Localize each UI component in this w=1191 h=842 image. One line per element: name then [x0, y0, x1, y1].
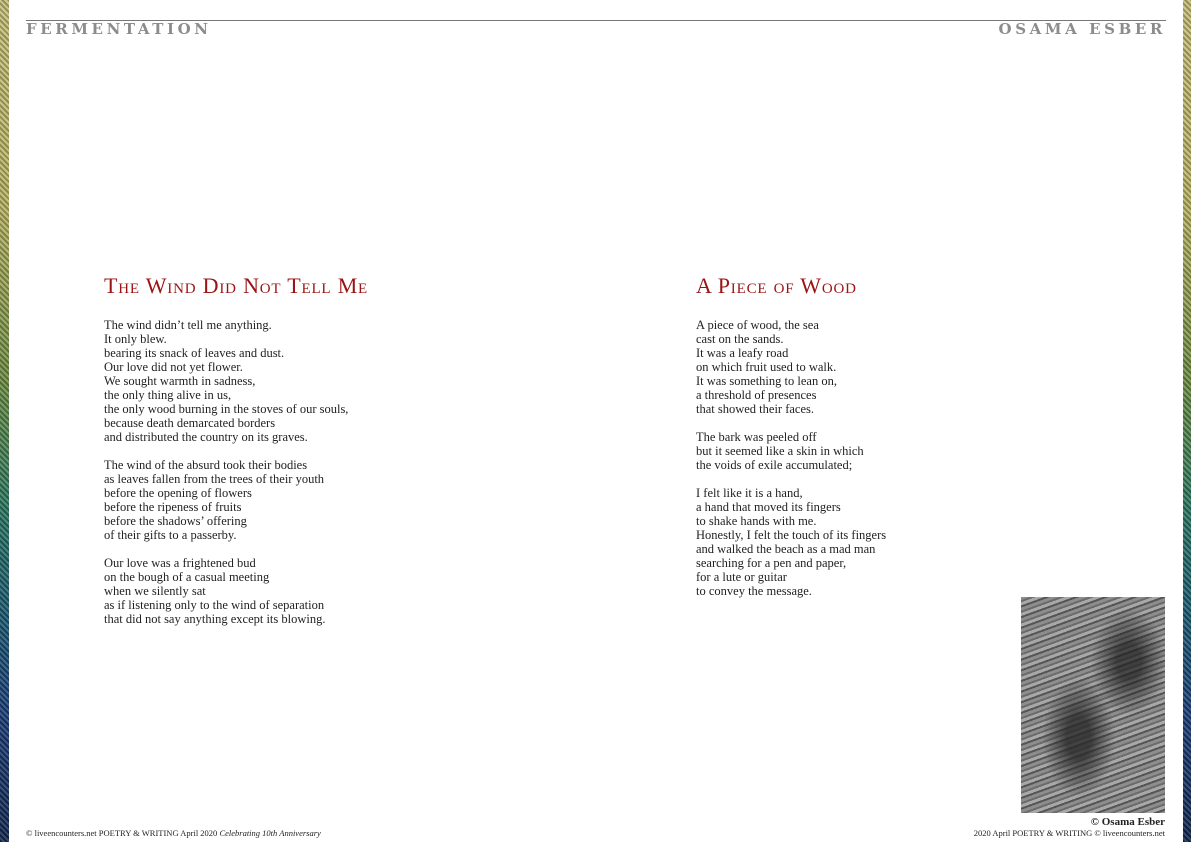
poem-line: We sought warmth in sadness,	[104, 374, 256, 388]
footer-left	[26, 828, 321, 838]
stanza	[696, 486, 996, 598]
footer-left-text: © liveencounters.net POETRY & WRITING April 2020	[26, 828, 218, 838]
decorative-border-left	[0, 0, 9, 842]
poem-body	[104, 318, 524, 626]
stanza	[696, 318, 996, 416]
poem-a-piece-of-wood	[696, 270, 996, 612]
stanza	[104, 556, 524, 626]
driftwood-photo	[1021, 597, 1165, 813]
poem-line: The wind didn’t tell me anything.	[104, 318, 272, 332]
poem-line: It was a leafy road	[696, 346, 789, 360]
poem-line: to shake hands with me.	[696, 514, 817, 528]
footer-right: 2020 April POETRY & WRITING © liveencounters.net	[973, 828, 1165, 838]
poem-line: and distributed the country on its graves.	[104, 430, 308, 444]
poem-line: a hand that moved its fingers	[696, 500, 841, 514]
poem-line: the only thing alive in us,	[104, 388, 232, 402]
poem-line: A piece of wood, the sea	[696, 318, 819, 332]
decorative-border-right	[1183, 0, 1191, 842]
poem-line: but it seemed like a skin in which	[696, 444, 864, 458]
poem-line: It was something to lean on,	[696, 374, 837, 388]
poem-the-wind-did-not-tell-me	[104, 270, 524, 640]
poem-title: The Wind Did Not Tell Me	[104, 273, 369, 298]
poem-line: before the shadows’ offering	[104, 514, 247, 528]
poem-line: on which fruit used to walk.	[696, 360, 837, 374]
photo-credit: © Osama Esber	[1090, 816, 1165, 828]
author-name: OSAMA ESBER	[998, 20, 1166, 38]
poem-line: bearing its snack of leaves and dust.	[104, 346, 285, 360]
section-title: FERMENTATION	[26, 20, 212, 38]
poem-line: of their gifts to a passerby.	[104, 528, 237, 542]
poem-line: Our love did not yet flower.	[104, 360, 243, 374]
poem-line: before the opening of flowers	[104, 486, 252, 500]
poem-body	[696, 318, 996, 598]
poem-line: The bark was peeled off	[696, 430, 817, 444]
poem-line: Our love was a frightened bud	[104, 556, 256, 570]
poem-line: to convey the message.	[696, 584, 812, 598]
poem-line: because death demarcated borders	[104, 416, 276, 430]
poem-line: that did not say anything except its blowing.	[104, 612, 326, 626]
stanza	[696, 430, 996, 472]
poem-line: the only wood burning in the stoves of our souls,	[104, 402, 349, 416]
stanza	[104, 318, 524, 444]
poem-title: A Piece of Wood	[696, 273, 857, 298]
poem-line: for a lute or guitar	[696, 570, 787, 584]
poem-line: cast on the sands.	[696, 332, 784, 346]
poem-line: searching for a pen and paper,	[696, 556, 847, 570]
poem-line: a threshold of presences	[696, 388, 817, 402]
poem-line: I felt like it is a hand,	[696, 486, 803, 500]
poem-line: the voids of exile accumulated;	[696, 458, 853, 472]
poem-line: when we silently sat	[104, 584, 206, 598]
poem-line: on the bough of a casual meeting	[104, 570, 270, 584]
poem-line: Honestly, I felt the touch of its fingers	[696, 528, 887, 542]
poem-line: that showed their faces.	[696, 402, 815, 416]
stanza	[104, 458, 524, 542]
poem-line: The wind of the absurd took their bodies	[104, 458, 308, 472]
poem-line: as leaves fallen from the trees of their youth	[104, 472, 325, 486]
footer-left-italic: Celebrating 10th Anniversary	[219, 828, 321, 838]
poem-line: before the ripeness of fruits	[104, 500, 242, 514]
poem-line: and walked the beach as a mad man	[696, 542, 876, 556]
poem-line: as if listening only to the wind of separation	[104, 598, 325, 612]
poem-line: It only blew.	[104, 332, 167, 346]
